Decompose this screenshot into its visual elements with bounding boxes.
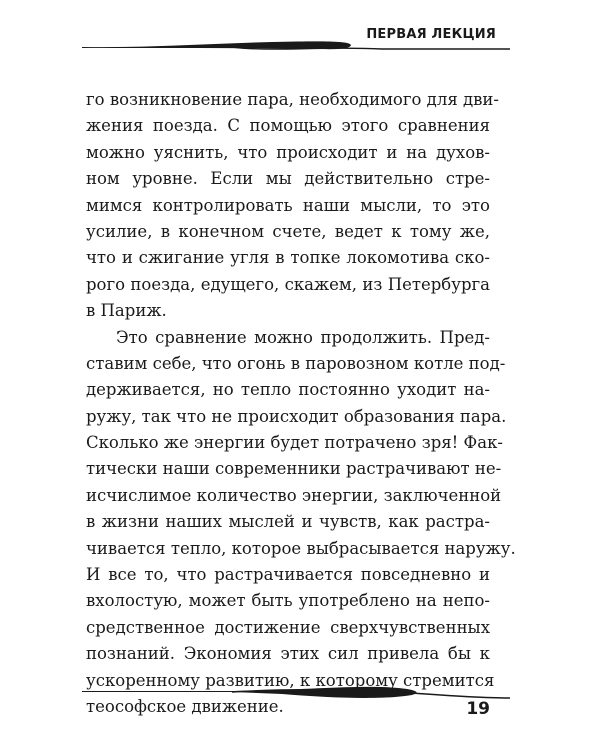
text-line: держивается, но тепло постоянно уходит на- (86, 380, 490, 400)
text-line: исчислимое количество энергии, заключенной (86, 485, 502, 505)
text-line: ружу, так что не происходит образования пара. (86, 406, 507, 426)
page-number: 19 (466, 699, 490, 719)
text-line: ускоренному развитию, к которому стремится (86, 670, 495, 690)
text-line: мимся контролировать наши мысли, то это (86, 195, 490, 215)
text-line: жения поезда. С помощью этого сравнения (86, 116, 490, 136)
text-line: усилие, в конечном счете, ведет к тому же, (86, 221, 490, 241)
text-line: познаний. Экономия этих сил привела бы к (86, 644, 490, 664)
text-line: тически наши современники растрачивают не- (86, 459, 502, 479)
text-line: рого поезда, едущего, скажем, из Петербурга (86, 274, 490, 294)
text-line: Сколько же энергии будет потрачено зря! Фак- (86, 433, 503, 453)
text-line: что и сжигание угля в топке локомотива ско- (86, 248, 490, 268)
text-line: в жизни наших мыслей и чувств, как растра- (86, 512, 490, 532)
text-line: ставим себе, что огонь в паровозном котле под- (86, 353, 506, 373)
text-line: средственное достижение сверхчувственных (86, 617, 490, 637)
text-line: в Париж. (86, 301, 167, 321)
body-text (86, 87, 516, 720)
paragraph-1 (86, 87, 499, 325)
text-line: И все то, что растрачивается повседневно и (86, 565, 490, 585)
text-line: ном уровне. Если мы действительно стре- (86, 169, 490, 189)
text-line: можно уяснить, что происходит и на духов- (86, 142, 490, 162)
text-line: го возникновение пара, необходимого для дви- (86, 90, 499, 109)
paragraph-2 (86, 325, 516, 721)
footer-decorative-rule (82, 676, 510, 716)
text-line: Это сравнение можно продолжить. Пред- (116, 327, 490, 347)
text-line: вхолостую, может быть употреблено на непо- (86, 591, 490, 611)
running-head: ПЕРВАЯ ЛЕКЦИЯ (366, 27, 496, 42)
text-line: теософское движение. (86, 696, 284, 716)
text-line: чивается тепло, которое выбрасывается наружу. (86, 538, 516, 558)
